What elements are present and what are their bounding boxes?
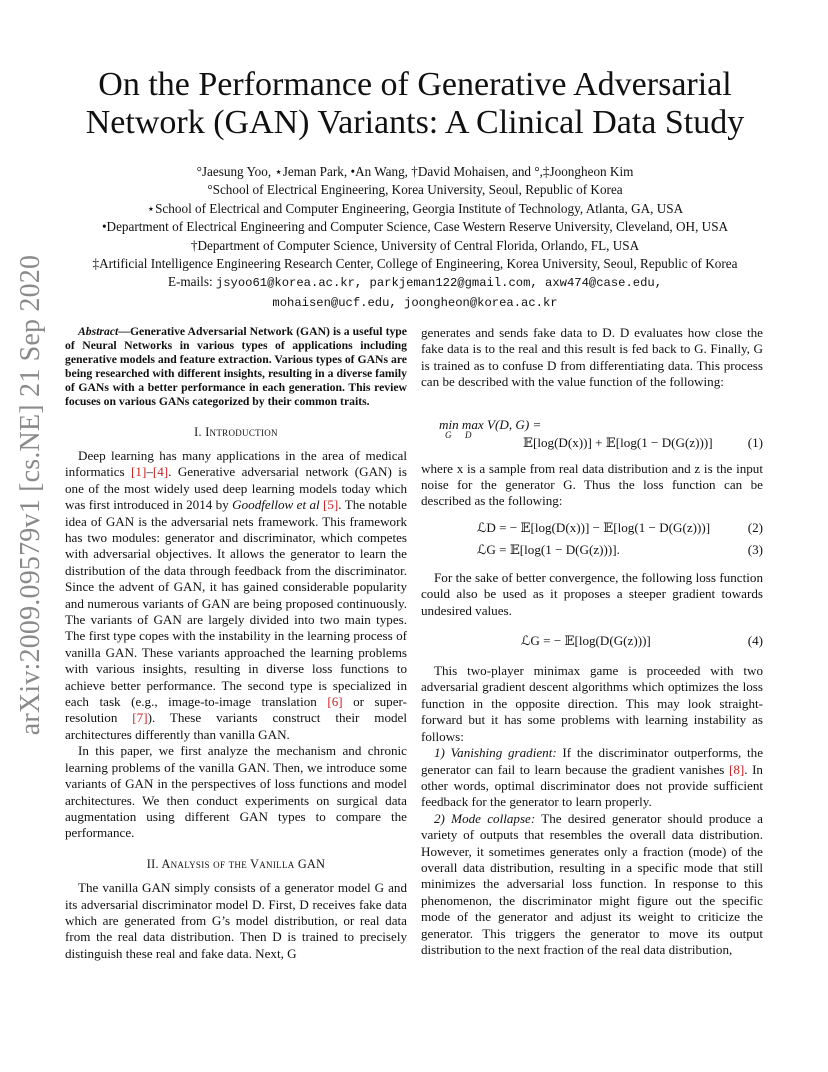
equation-text: 𝔼[log(D(x))] + 𝔼[log(1 − D(G(z)))] bbox=[523, 434, 713, 450]
text-run: Goodfellow et al bbox=[232, 497, 320, 513]
paragraph: In this paper, we first analyze the mechanism and chronic learning problems of the vanilla GAN. Then, we introduce some variants of GAN in the perspectives of loss functions and model architectures. We then conduct experiments on surgical data augmentation using different GAN types to compare the performance. bbox=[65, 743, 407, 841]
affiliation: ⋆School of Electrical and Computer Engineering, Georgia Institute of Technology, Atlanta, GA, USA bbox=[146, 200, 684, 216]
text-run: . In other words, optimal discriminator does not provide sufficient feedback for the generator to learn properly. bbox=[421, 761, 763, 810]
equation-2 bbox=[421, 520, 763, 538]
equation-number: (1) bbox=[747, 434, 763, 450]
emails-line bbox=[60, 273, 770, 292]
text-run: – bbox=[146, 464, 153, 480]
author-block bbox=[60, 163, 770, 312]
emails-label: E-mails: bbox=[167, 274, 213, 290]
paper-title: On the Performance of Generative Adversarial Network (GAN) Variants: A Clinical Data Study bbox=[85, 66, 745, 141]
citation-link[interactable]: [8] bbox=[728, 761, 745, 777]
left-column bbox=[65, 325, 407, 962]
section-heading: I. Introduction bbox=[194, 424, 278, 439]
paragraph: The vanilla GAN simply consists of a generator model G and its adversarial discriminator model D. First, D receives fake data which are generated from G’s model distribution, or real data from the real data distribution. Then D is trained to precisely distinguish these real and fake data. Next, G bbox=[65, 880, 407, 961]
email-list[interactable]: mohaisen@ucf.edu, joongheon@korea.ac.kr bbox=[272, 295, 558, 310]
equation-3 bbox=[421, 542, 763, 560]
paragraph: where x is a sample from real data distribution and z is the input noise for the generator G. Thus the loss function can be described as the following: bbox=[421, 460, 763, 509]
citation-link[interactable]: [1] bbox=[131, 464, 147, 480]
paragraph bbox=[65, 448, 407, 743]
emails-line bbox=[60, 293, 770, 312]
text-run: . Generative adversarial network (GAN) is one of the most widely used deep learning models today which was first introduced in 2014 by bbox=[65, 464, 407, 513]
arxiv-id: arXiv:2009.09579v1 [cs.NE] 21 Sep 2020 bbox=[15, 254, 46, 736]
abstract-text: —Generative Adversarial Network (GAN) is a useful type of Neural Networks in various types of applications including generative models and feature extraction. Various types of GANs are being researched with different insights, resulting in a diverse family of GANs with a better performance in each generation. This review focuses on various GANs categorized by their common traits. bbox=[65, 325, 407, 409]
abstract-label: Abstract bbox=[78, 325, 119, 338]
email-list[interactable]: jsyoo61@korea.ac.kr, parkjeman122@gmail.com, axw474@case.edu, bbox=[215, 276, 663, 291]
equation-text: min max V(D, G) = bbox=[439, 416, 542, 432]
equation-text: ℒG = 𝔼[log(1 − D(G(z)))]. bbox=[477, 541, 620, 557]
affiliation: °School of Electrical Engineering, Korea University, Seoul, Republic of Korea bbox=[207, 182, 623, 198]
citation-link[interactable]: [7] bbox=[132, 710, 148, 726]
equation-number: (3) bbox=[747, 541, 763, 557]
affiliation: †Department of Computer Science, University of Central Florida, Orlando, FL, USA bbox=[190, 237, 640, 253]
text-run: ). These variants construct their model architectures differently than vanilla GAN. bbox=[65, 710, 407, 742]
text-run: or super-resolution bbox=[65, 694, 407, 726]
affiliation: •Department of Electrical Engineering and Computer Science, Case Western Reserve University, Cleveland, OH, USA bbox=[101, 219, 729, 235]
affiliation: ‡Artificial Intelligence Engineering Research Center, College of Engineering, Korea University, Seoul, Republic of Korea bbox=[92, 256, 738, 272]
equation-text: ℒD = − 𝔼[log(D(x))] − 𝔼[log(1 − D(G(z)))] bbox=[477, 519, 711, 535]
equation-text: ℒG = − 𝔼[log(D(G(z)))] bbox=[521, 633, 651, 649]
citation-link[interactable]: [4] bbox=[152, 464, 169, 480]
equation-4 bbox=[421, 633, 763, 651]
paragraph: For the sake of better convergence, the following loss function could also be used as it proposes a steeper gradient towards undesired values. bbox=[421, 569, 763, 618]
equation-1 bbox=[421, 417, 763, 453]
text-run: If the discriminator outperforms, the generator can fail to learn because the gradient vanishes bbox=[421, 745, 764, 777]
paragraph: generates and sends fake data to D. D evaluates how close the fake data is to the real and this result is fed back to G. Finally, G is trained as to confuse D from differentiating data. This process can be described with the value function of the following: bbox=[421, 325, 763, 390]
text-run: . The notable idea of GAN is the adversarial nets framework. This framework has two modules: generator and discriminator, which competes with adversarial objectives. It allows the generator to learn the distribution of the data through feedback from the discriminator. Since the advent of GAN, it has gained considerable popularity and numerous variants of GAN are being proposed continuously. The variants of GAN are largely divided into two main types. The first type copes with the instability in the learning process of vanilla GAN. These variants approached the learning problems with various insights, resulting in diverse loss functions to achieve better performance. The second type is specialized in each task (e.g., image-to-image translation bbox=[65, 497, 407, 710]
section-heading: II. Analysis of the Vanilla GAN bbox=[146, 856, 326, 871]
equation-number: (2) bbox=[747, 519, 763, 535]
right-column bbox=[421, 325, 763, 958]
text-run: The desired generator should produce a variety of outputs that resembles the overall data distribution. However, it sometimes generates only a fraction (mode) of the overall data distribution, resulting in a specific mode that still minimizes the adversarial loss function. In response to this phenomenon, the discriminator might figure out the specific mode of the generator and adjust its weight to criticize the generator. This triggers the generator to move its output distribution to the next fraction of the real data distribution, bbox=[421, 810, 763, 957]
subsection-heading: 1) Vanishing gradient: bbox=[434, 745, 557, 761]
subsection-heading: 2) Mode collapse: bbox=[434, 810, 536, 826]
equation-number: (4) bbox=[747, 633, 763, 649]
abstract bbox=[65, 325, 407, 410]
paragraph bbox=[421, 811, 763, 959]
arxiv-stamp bbox=[6, 254, 56, 736]
author-names: °Jaesung Yoo, ⋆Jeman Park, •An Wang, †David Mohaisen, and °,‡Joongheon Kim bbox=[196, 164, 634, 179]
paragraph: This two-player minimax game is proceeded with two adversarial gradient descent algorithms which optimizes the loss function in the opposite direction. This may look straight-forward but it has some problems with learning instability as follows: bbox=[421, 663, 763, 744]
paragraph bbox=[421, 745, 763, 811]
text-run: Deep learning has many applications in the area of medical informatics bbox=[65, 447, 407, 480]
citation-link[interactable]: [6] bbox=[327, 694, 343, 710]
citation-link[interactable]: [5] bbox=[323, 497, 339, 513]
equation-subscript: G D bbox=[445, 429, 472, 440]
